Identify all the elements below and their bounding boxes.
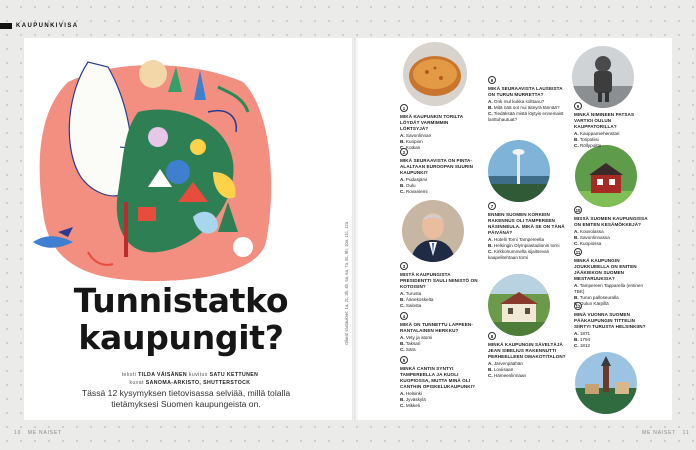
question-text: MIKÄ SEURAAVISTA ON PINTA-ALALTAAN EUROOPAN SUURIN KAUPUNKI?: [400, 158, 474, 175]
option-a: A. Hotelli Torni Tampereella: [488, 237, 545, 242]
title-line-2: kaupungit?: [78, 318, 284, 357]
question-number: 10: [575, 208, 581, 213]
question-text: MINKÄ KAUPUNGIN SÄVELTÄJÄ JEAN SIBELIUS RAKENNUTTI PERHEELLEEN OMAKOTITALON?: [488, 342, 566, 359]
option-c: C. 1812: [574, 343, 591, 348]
option-a: A. Savonlinnan: [400, 133, 432, 138]
question-text: MISTÄ KAUPUNGISTA PRESIDENTTI SAULI NIINISTÖ ON KOTOISIN?: [400, 272, 478, 289]
question-9: [574, 102, 652, 149]
section-header: [0, 22, 78, 30]
question-number: 7: [488, 202, 496, 210]
sibelius-house-photo: [488, 274, 550, 336]
option-b: B. Toripoliisi: [574, 137, 599, 142]
option-b: B. 1794: [574, 337, 591, 342]
page-title: [56, 282, 306, 356]
question-text: MIKÄ KAUPUNKIN TORILTA LÖYDÄT VARMIMMIN LÖRTSYJÄ?: [400, 114, 464, 131]
option-a: A. Tampereen Tapparella (entinen TBK): [574, 283, 644, 294]
page-number-left: 10: [14, 430, 22, 436]
question-number: 9: [574, 102, 582, 110]
question-3: [400, 262, 478, 309]
question-number: 11: [575, 250, 581, 255]
option-a: A. Helsinki: [400, 391, 422, 396]
footer-left: [14, 430, 62, 436]
option-c: C. Kirkkonummella sijaitsevan kaapelitehtaan torni: [488, 249, 550, 260]
brand-right: ME NAISET: [642, 430, 677, 436]
option-c: C. Tiedäksää mistä löytyis ennemaist lanttuhautuat?: [488, 111, 564, 122]
credit-photos-label: kuvat: [129, 379, 144, 386]
option-b: B. Äänekoskelta: [400, 297, 434, 302]
question-11: [574, 248, 652, 307]
question-7: [488, 202, 566, 261]
question-text: MINKÄ NIMINEEN PATSAS VARTIOI OULUN KAUPPATORILLA?: [574, 112, 635, 129]
illustration: [28, 52, 278, 287]
lortsy-photo: [403, 42, 467, 106]
credit-text-author: TILDA VÄISÄNEN: [138, 372, 188, 378]
question-12: [574, 302, 652, 349]
option-b: B. Loviisaan: [488, 367, 514, 372]
oulu-statue-photo: [572, 46, 634, 108]
question-number: 3: [400, 262, 408, 270]
question-text: MINKÄ KAUPUNGIN JOUKKUEELLA ON ENITEN JÄÄKIEKON SUOMEN MESTARUUKSIA?: [574, 258, 637, 281]
option-c: C. Mikkeli: [400, 403, 420, 408]
brand-left: ME NAISET: [27, 430, 62, 436]
question-number: 4: [400, 312, 408, 320]
option-c: C. Salosta: [400, 303, 422, 308]
footer-right: [642, 430, 689, 436]
nasinneula-photo: [488, 140, 550, 202]
credit-text-label: teksti: [121, 372, 137, 378]
option-c: C. Särä: [400, 347, 416, 352]
question-6: [488, 76, 566, 123]
question-4: [400, 312, 478, 353]
option-c: C. Kuopiossa: [574, 241, 602, 246]
option-a: A. Pudasjärvi: [400, 177, 428, 182]
option-b: B. Helsingin Olympiastadionin torni: [488, 243, 560, 248]
option-c: C. Rovaniemi: [400, 189, 428, 194]
option-a: A. Kouvolassa: [574, 229, 604, 234]
question-5: [400, 356, 478, 409]
option-b: B. Oulu: [400, 183, 416, 188]
red-cottage-photo: [575, 145, 637, 207]
option-b: B. Mitä nää oot nui äiteyrä tännää?: [488, 105, 560, 110]
question-text: MIKÄ SEURAAVISTA LAUSEISTA ON TURUN MURRETTA?: [488, 86, 563, 97]
page-number-right: 11: [682, 430, 690, 436]
question-text: MINÄ VUONNA SUOMEN PÄÄKAUPUNGIN TITTELIN SIIRTYI TURUSTA HELSINKIIN?: [574, 312, 646, 329]
president-photo: [402, 200, 464, 262]
option-b: B. Turun palloseuralla: [574, 295, 619, 300]
question-number: 1: [400, 104, 408, 112]
question-number: 12: [575, 304, 581, 309]
question-number: 8: [488, 332, 496, 340]
credit-illustration-label: kuvitus: [188, 372, 208, 378]
question-8: [488, 332, 566, 379]
spine-shadow: [352, 38, 358, 420]
option-b: B. Kuopion: [400, 139, 423, 144]
option-a: A. Vety ja atomi: [400, 335, 433, 340]
option-c: C. Oulun Kärpillä: [574, 301, 609, 306]
option-a: A. Turusta: [400, 291, 422, 296]
question-number: 6: [488, 76, 496, 84]
question-number: 5: [400, 356, 408, 364]
question-text: MISSÄ SUOMEN KAUPUNGISSA ON ENITEN KESÄMÖKKEJÄ?: [574, 216, 648, 227]
question-number: 2: [400, 148, 408, 156]
intro-text: Tässä 12 kysymyksen tietovisassa selviää, millä tolalla tietämyksesi Suomen kaupungeista on.: [81, 388, 291, 409]
option-a: A. Kauppamiehenstari: [574, 131, 620, 136]
option-a: A. Onk mul kukka solttanu?: [488, 99, 545, 104]
credit-illustration-author: SATU KETTUNEN: [209, 372, 259, 378]
section-bar: [0, 23, 12, 29]
question-10: [574, 206, 652, 247]
option-b: B. Savonlinnassa: [574, 235, 610, 240]
option-c: C. Röllypoittu: [574, 143, 602, 148]
credits: [90, 372, 290, 387]
question-1: [400, 104, 478, 151]
option-a: A. 1871: [574, 331, 591, 336]
question-2: [400, 148, 478, 195]
option-c: C. Kotkan: [400, 145, 421, 150]
option-c: C. Hämeenlinnaan: [488, 373, 527, 378]
credit-photos-source: SANOMA-ARKISTO, SHUTTERSTOCK: [145, 379, 251, 386]
question-text: ENNEN SUOMEN KORKEIN RAKENNUS OLI TAMPEREEN NÄSINNEULA. MIKÄ SE ON TÄNÄ PÄIVÄNÄ?: [488, 212, 565, 235]
title-line-1: Tunnistatko: [73, 281, 289, 320]
option-b: B. Taksari: [400, 341, 421, 346]
option-b: B. Jyväskylä: [400, 397, 426, 402]
turku-city-photo: [575, 352, 637, 414]
section-label: KAUPUNKIVISA: [16, 23, 79, 29]
option-a: A. Järvenpäähän: [488, 361, 523, 366]
question-text: MINKÄ CANTIN SYNTYI TAMPEREELLA JA KUOLI KUOPIOSSA, MUTTA MINÄ OLI CANTHIN OPISKELUKAUPUNKI?: [400, 366, 475, 389]
question-text: MIKÄ ON TUNNETTU LAPPEEN-RANTALAINEN HERKKU?: [400, 322, 473, 333]
